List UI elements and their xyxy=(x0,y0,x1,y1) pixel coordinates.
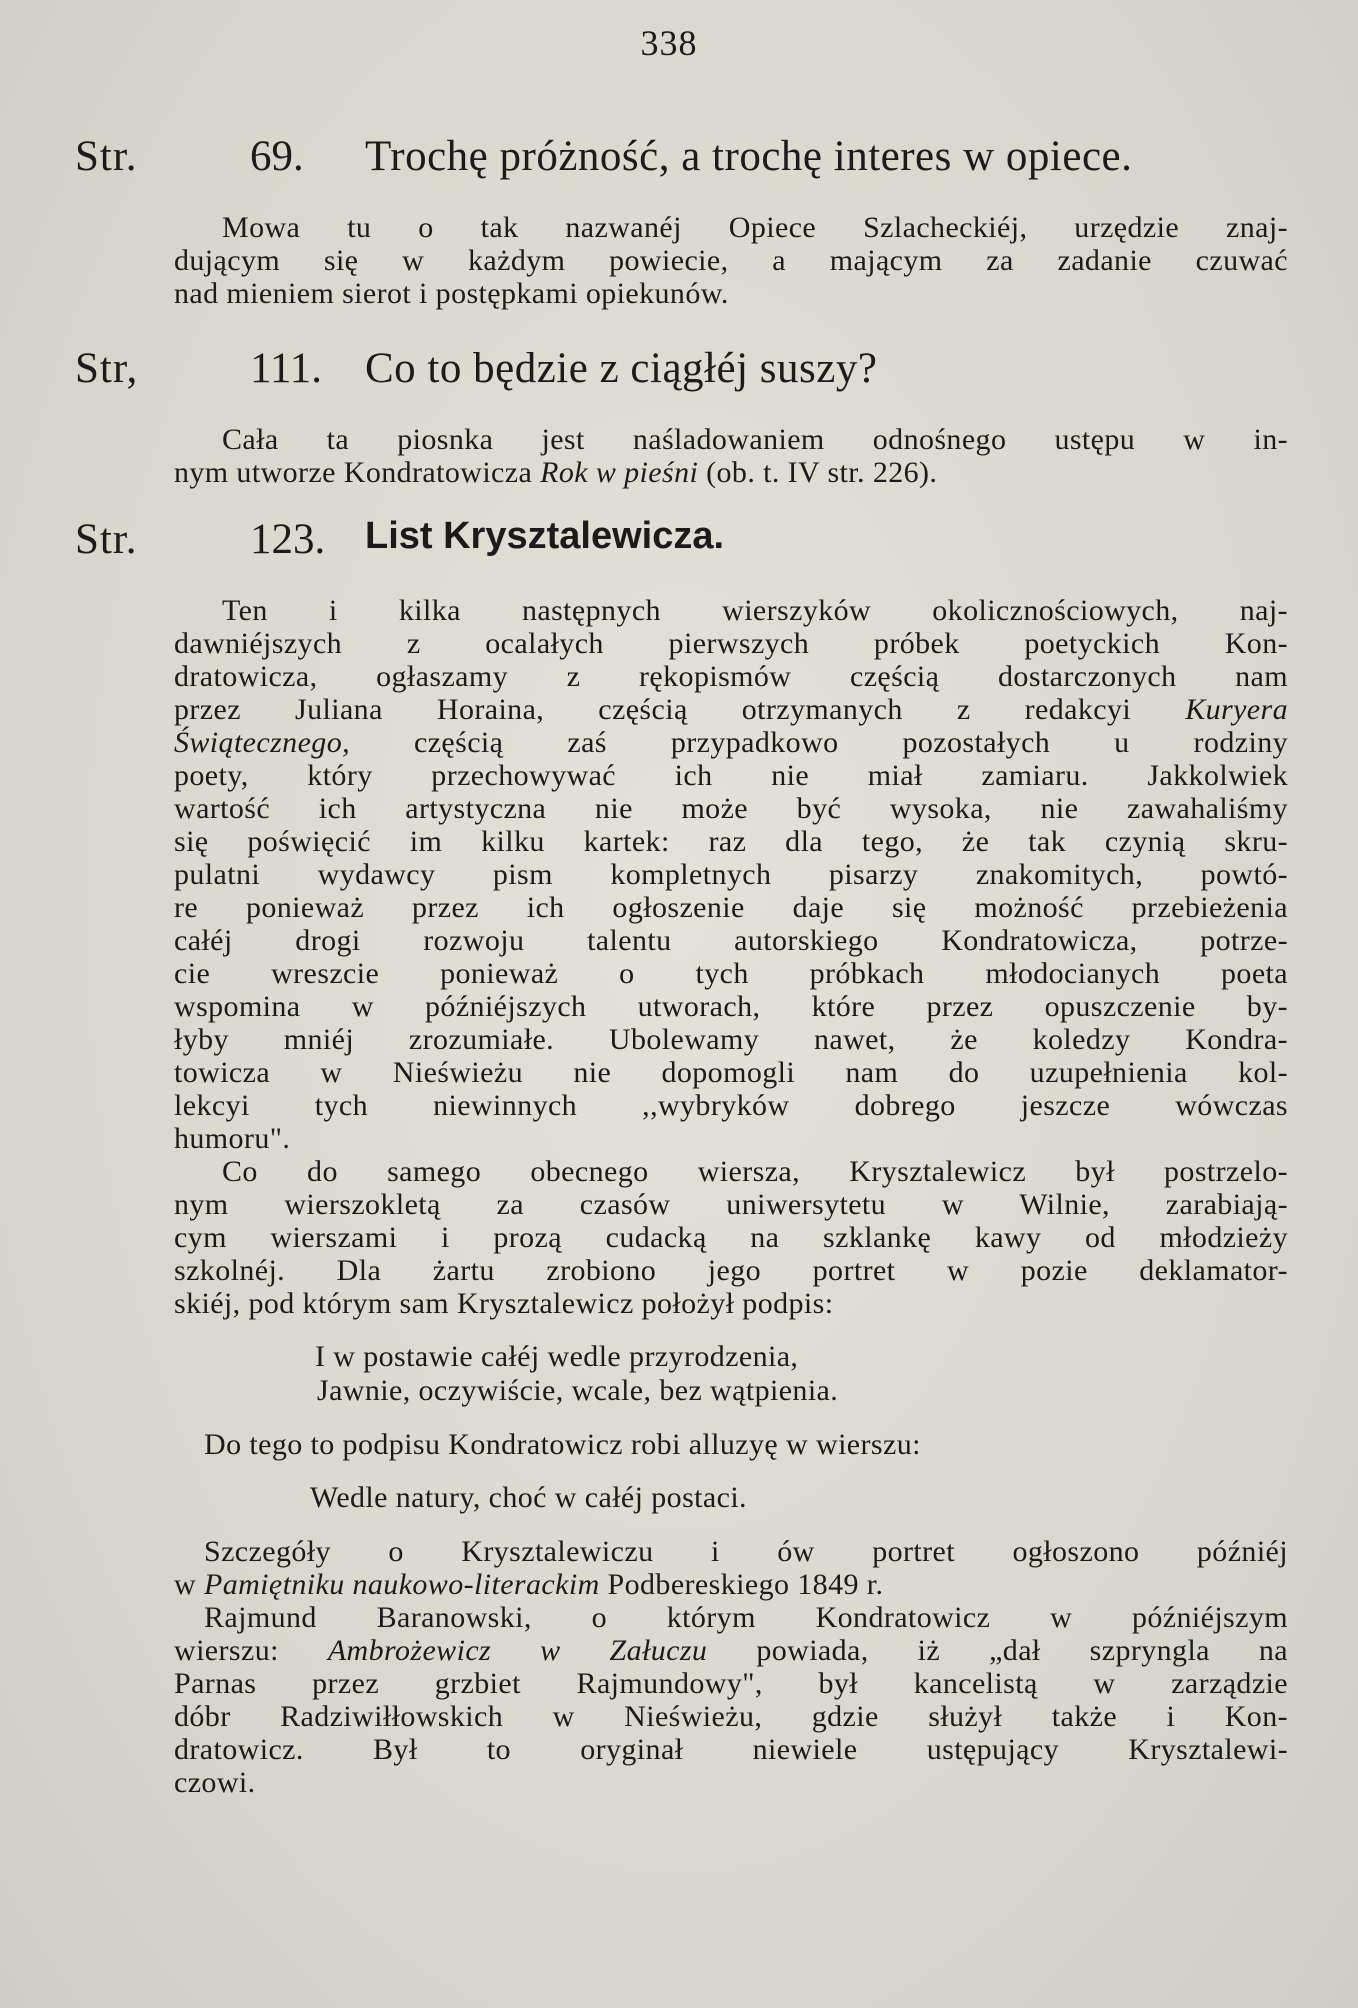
text-line: dującym się w każdym powiecie, a mającym za zadanie czuwać xyxy=(174,244,1288,277)
text-line: Do tego to podpisu Kondratowicz robi alluzyę w wierszu: xyxy=(204,1428,921,1461)
entry-title: Trochę próżność, a trochę interes w opiece. xyxy=(365,133,1133,180)
verse-line: Jawnie, oczywiście, wcale, bez wątpienia. xyxy=(317,1374,839,1407)
text-line: cie wreszcie ponieważ o tych próbkach młodocianych poeta xyxy=(174,957,1288,990)
entry-ref-number: 111. xyxy=(250,345,323,392)
verse-line: I w postawie całéj wedle przyrodzenia, xyxy=(315,1340,799,1373)
page-number: 338 xyxy=(640,23,698,63)
text-line: Parnas przez grzbiet Rajmundowy", był kancelistą w zarządzie xyxy=(174,1667,1288,1700)
text-fragment: powiada, iż „dał szpryngla na xyxy=(707,1634,1288,1667)
text-fragment: częścią zaś przypadkowo pozostałych u rodziny xyxy=(350,726,1288,759)
text-line: towicza w Nieświeżu nie dopomogli nam do uzupełnienia kol- xyxy=(174,1056,1288,1089)
entry-title: List Krysztalewicza. xyxy=(365,515,725,557)
entry-note-69 xyxy=(174,211,1288,310)
text-line: dratowicza, ogłaszamy z rękopismów częścią dostarczonych nam xyxy=(174,660,1288,693)
text-line xyxy=(174,1568,1288,1601)
text-line: Ten i kilka następnych wierszyków okolicznościowych, naj- xyxy=(222,594,1288,627)
text-line xyxy=(174,726,1288,759)
text-line: się poświęcić im kilku kartek: raz dla tego, że tak czynią skru- xyxy=(174,825,1288,858)
text-line: Cała ta piosnka jest naśladowaniem odnośnego ustępu w in- xyxy=(222,423,1288,456)
entry-ref-prefix: Str. xyxy=(75,133,138,180)
text-fragment: przez Juliana Horaina, częścią otrzymanych z redakcyi xyxy=(174,693,1186,726)
text-line: dóbr Radziwiłłowskich w Nieświeżu, gdzie służył także i Kon- xyxy=(174,1700,1288,1733)
verse-quote-2 xyxy=(310,1481,1288,1515)
entry-note-111 xyxy=(174,423,1288,489)
verse-line: Wedle natury, choć w całéj postaci. xyxy=(310,1481,747,1514)
text-fragment: nym utworze Kondratowicza xyxy=(174,456,541,489)
text-line: nym wierszokletą za czasów uniwersytetu w Wilnie, zarabiają- xyxy=(174,1188,1288,1221)
text-line: wspomina w późniéjszych utworach, które przez opuszczenie by- xyxy=(174,990,1288,1023)
entry-ref-prefix: Str. xyxy=(75,516,138,563)
entry-title: Co to będzie z ciągłéj suszy? xyxy=(365,345,878,392)
text-fragment: Podbereskiego 1849 r. xyxy=(599,1568,884,1601)
text-line: pulatni wydawcy pism kompletnych pisarzy znakomitych, powtó- xyxy=(174,858,1288,891)
entry-heading-str-69 xyxy=(75,132,1288,181)
text-line: lekcyi tych niewinnych ,,wybryków dobrego jeszcze wówczas xyxy=(174,1089,1288,1122)
entry-heading-str-111 xyxy=(75,344,1288,393)
text-line: Mowa tu o tak nazwanéj Opiece Szlacheckiéj, urzędzie znaj- xyxy=(222,211,1288,244)
text-line: skiéj, pod którym sam Krysztalewicz położył podpis: xyxy=(174,1287,834,1320)
verse-quote-1 xyxy=(315,1340,1288,1408)
text-line: cym wierszami i prozą cudacką na szklankę kawy od młodzieży xyxy=(174,1221,1288,1254)
text-line: wartość ich artystyczna nie może być wysoka, nie zawahaliśmy xyxy=(174,792,1288,825)
text-line: Co do samego obecnego wiersza, Krysztalewicz był postrzelo- xyxy=(222,1155,1288,1188)
text-fragment: (ob. t. IV str. 226). xyxy=(698,456,938,489)
text-line xyxy=(174,693,1288,726)
paragraph-details xyxy=(174,1535,1288,1799)
entry-note-123 xyxy=(174,594,1288,1320)
text-line xyxy=(174,456,1288,489)
text-line xyxy=(174,1634,1288,1667)
italic-title: Pamiętniku naukowo-literackim xyxy=(203,1568,600,1601)
text-line: Rajmund Baranowski, o którym Kondratowicz w późniéjszym xyxy=(204,1601,1288,1634)
text-line: dawniéjszych z ocalałych pierwszych próbek poetyckich Kon- xyxy=(174,627,1288,660)
text-line: Szczegóły o Krysztalewiczu i ów portret ogłoszono późniéj xyxy=(204,1535,1288,1568)
text-line: czowi. xyxy=(174,1766,256,1799)
text-fragment: w xyxy=(174,1568,204,1601)
text-line: szkolnéj. Dla żartu zrobiono jego portret w pozie deklamator- xyxy=(174,1254,1288,1287)
text-line: całéj drogi rozwoju talentu autorskiego Kondratowicza, potrze- xyxy=(174,924,1288,957)
italic-title: Rok w pieśni xyxy=(540,456,699,489)
text-line: łyby mniéj zrozumiałe. Ubolewamy nawet, że koledzy Kondra- xyxy=(174,1023,1288,1056)
entry-ref-prefix: Str, xyxy=(75,345,139,392)
text-line: re ponieważ przez ich ogłoszenie daje się możność przebieżenia xyxy=(174,891,1288,924)
paragraph-allusion xyxy=(174,1428,1288,1461)
text-fragment: wierszu: xyxy=(174,1634,328,1667)
entry-ref-number: 123. xyxy=(250,516,326,563)
text-line: dratowicz. Był to oryginał niewiele ustępujący Krysztalewi- xyxy=(174,1733,1288,1766)
italic-title: Ambrożewicz w Załuczu xyxy=(327,1634,708,1667)
text-line: poety, który przechowywać ich nie miał zamiaru. Jakkolwiek xyxy=(174,759,1288,792)
text-line: nad mieniem sierot i postępkami opiekunów. xyxy=(174,277,729,310)
italic-title: Kuryera xyxy=(1185,693,1288,726)
text-line: humoru". xyxy=(174,1122,291,1155)
italic-title: Świątecznego, xyxy=(174,726,351,759)
entry-heading-str-123 xyxy=(75,515,1288,564)
entry-ref-number: 69. xyxy=(250,133,304,180)
